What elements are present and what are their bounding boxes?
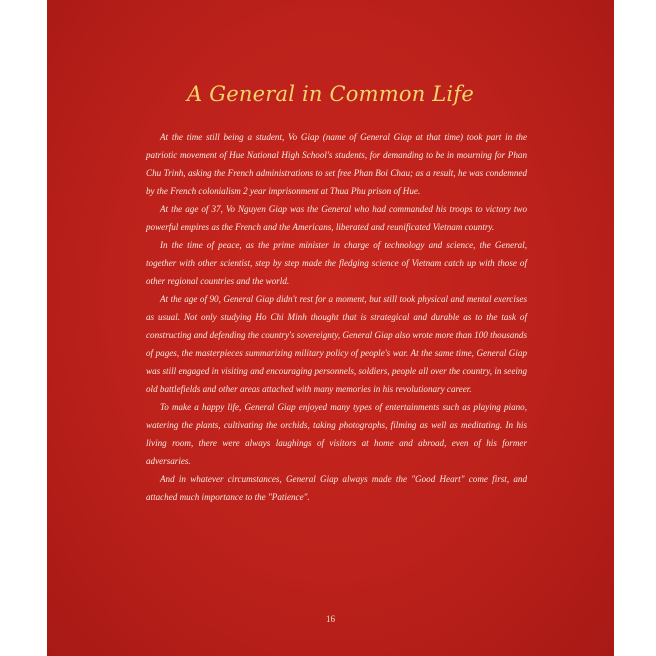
book-page [47, 0, 614, 656]
paragraph-3: In the time of peace, as the prime minister in charge of technology and science, the General, together with other scientist, step by step made the fledging science of Vietnam catch up with those of other regional countries and the world. [146, 240, 527, 286]
page-title: A General in Common Life [187, 82, 474, 106]
paragraph-4: At the age of 90, General Giap didn't rest for a moment, but still took physical and mental exercises as usual. Not only studying Ho Chi Minh thought that is strategical and durable as to the task of constructing and defending the country's sovereignty, General Giap also wrote more than 100 thousands of pages, the masterpieces summarizing military policy of people's war. At the same time, General Giap was still engaged in visiting and encouraging personnels, soldiers, people all over the country, in seeing old battlefields and other areas attached with many memories in his revolutionary career. [146, 294, 527, 394]
body-text [146, 128, 527, 506]
page-number: 16 [326, 614, 335, 624]
paragraph-2: At the age of 37, Vo Nguyen Giap was the General who had commanded his troops to victory two powerful empires as the French and the Americans, liberated and reunificated Vietnam country. [146, 204, 527, 232]
paragraph-6: And in whatever circumstances, General Giap always made the "Good Heart" come first, and attached much importance to the "Patience". [146, 474, 527, 502]
paragraph-1: At the time still being a student, Vo Giap (name of General Giap at that time) took part in the patriotic movement of Hue National High School's students, for demanding to be in mourning for Phan Chu Trinh, asking the French administrations to set free Phan Boi Chau; as a result, he was condemned by the French colonialism 2 year imprisonment at Thua Phu prison of Hue. [146, 132, 527, 196]
paragraph-5: To make a happy life, General Giap enjoyed many types of entertainments such as playing piano, watering the plants, cultivating the orchids, taking photographs, filming as well as meditating. In his living room, there were always laughings of visitors at home and abroad, even of his former adversaries. [146, 402, 527, 466]
